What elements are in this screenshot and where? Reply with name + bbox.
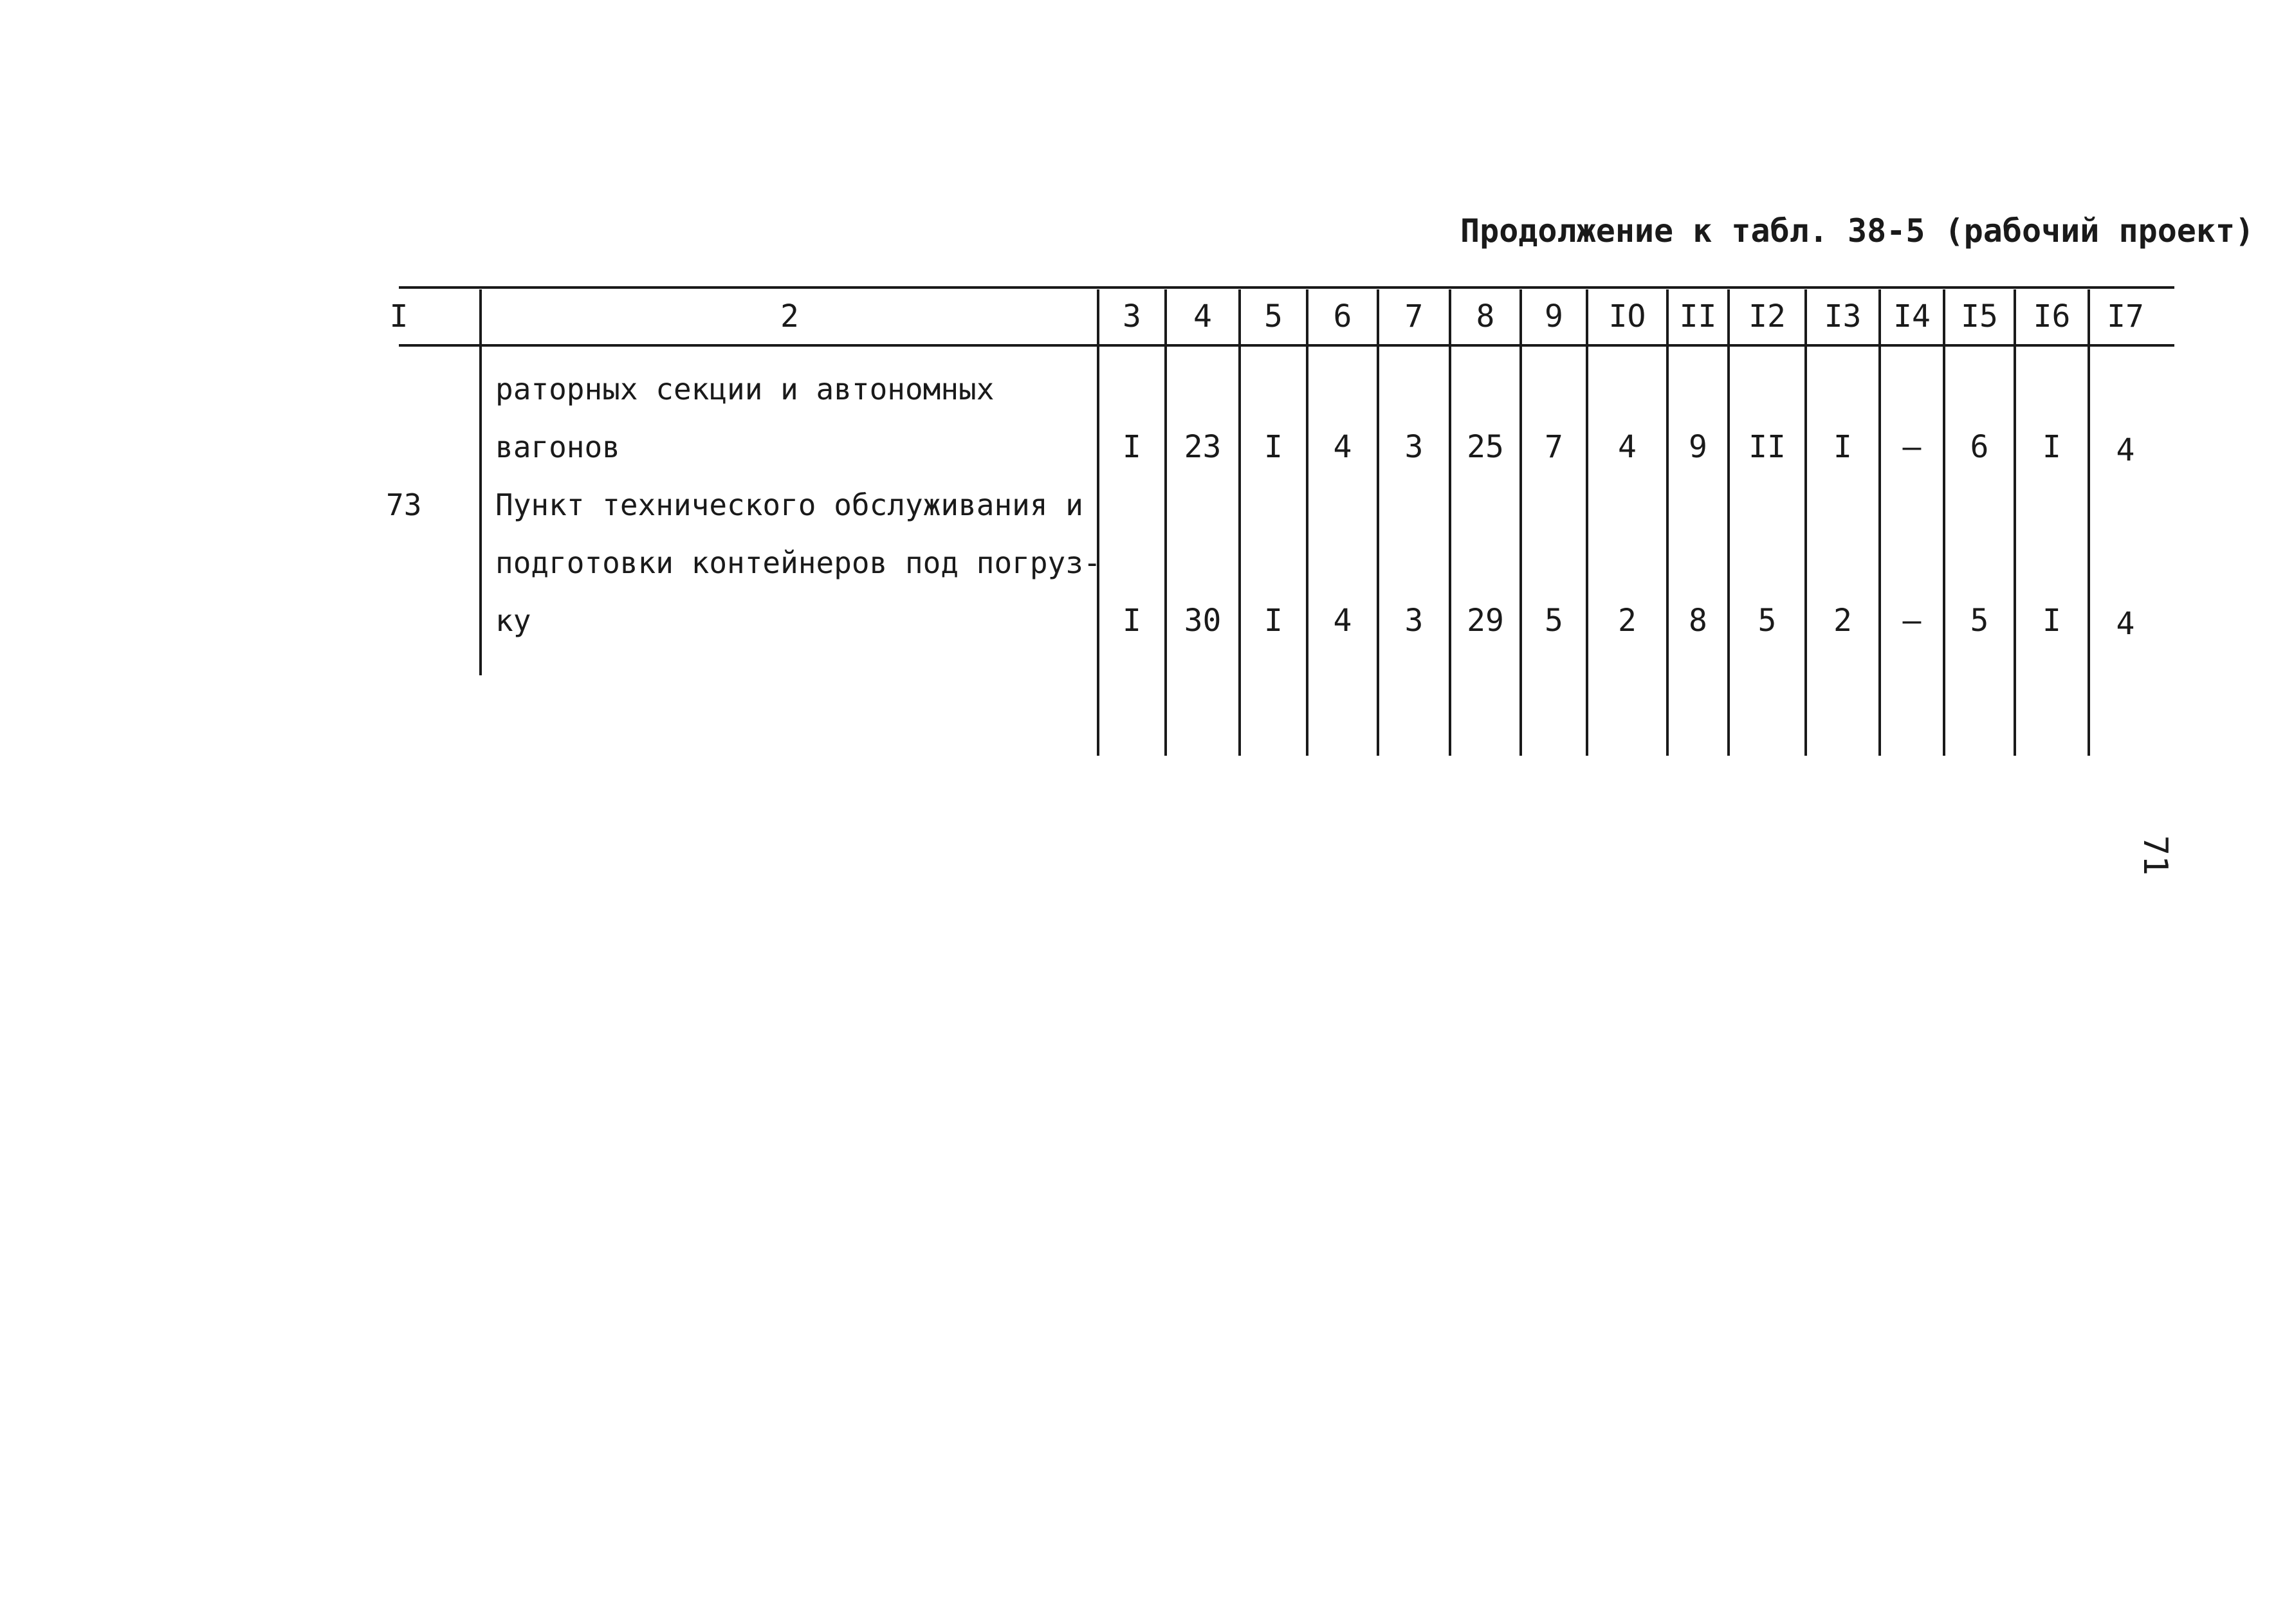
row-name-line: ку xyxy=(495,603,531,638)
column-header: 7 xyxy=(1404,298,1424,334)
column-divider xyxy=(1238,289,1241,756)
column-header: 2 xyxy=(780,298,799,334)
table-cell: I xyxy=(1264,603,1283,639)
table-cell: II xyxy=(1748,429,1786,465)
table-cell: 5 xyxy=(1757,603,1777,639)
table-continuation-heading: Продолжение к табл. 38-5 (рабочий проект) xyxy=(1460,212,2255,250)
column-divider xyxy=(1804,289,1807,756)
table-cell: I xyxy=(1123,429,1141,465)
column-header: I4 xyxy=(1893,298,1931,334)
table-cell: 9 xyxy=(1689,429,1707,465)
row-name-line: подготовки контейнеров под погруз- xyxy=(495,545,1101,580)
table-cell: 4 xyxy=(2116,606,2135,642)
column-divider xyxy=(1727,289,1730,756)
table-cell: I xyxy=(1264,429,1283,465)
column-divider xyxy=(1449,289,1451,756)
column-header: I3 xyxy=(1824,298,1862,334)
table-cell: 25 xyxy=(1467,429,1504,465)
table-cell: I xyxy=(1123,603,1141,639)
column-header: I5 xyxy=(1961,298,1998,334)
column-header: 3 xyxy=(1123,298,1141,334)
table-top-rule xyxy=(399,286,2174,289)
table-cell: I xyxy=(2042,603,2061,639)
column-header: I xyxy=(389,298,408,334)
column-divider xyxy=(1377,289,1379,756)
column-divider xyxy=(2088,289,2090,756)
row-number: 73 xyxy=(386,488,422,522)
column-header: I2 xyxy=(1748,298,1786,334)
table-cell: – xyxy=(1902,429,1922,465)
column-header: IO xyxy=(1608,298,1646,334)
table-cell: 30 xyxy=(1184,603,1222,639)
table-cell: 4 xyxy=(2116,432,2135,468)
table-cell: 23 xyxy=(1184,429,1222,465)
column-header: II xyxy=(1679,298,1717,334)
table-cell: 4 xyxy=(1618,429,1637,465)
row-name-line: раторных секции и автономных xyxy=(495,372,995,406)
table-cell: 5 xyxy=(1970,603,1989,639)
row-name-line: вагонов xyxy=(495,430,620,464)
column-header: I7 xyxy=(2107,298,2144,334)
column-divider xyxy=(1878,289,1881,756)
table-cell: 3 xyxy=(1404,429,1424,465)
table-cell: – xyxy=(1902,603,1922,639)
column-header: 6 xyxy=(1333,298,1352,334)
table-cell: 6 xyxy=(1970,429,1989,465)
table-cell: 29 xyxy=(1467,603,1504,639)
column-divider xyxy=(1586,289,1588,756)
table-cell: 4 xyxy=(1333,429,1352,465)
column-divider xyxy=(479,289,482,675)
page-number: 71 xyxy=(2136,835,2174,876)
column-header: 5 xyxy=(1264,298,1283,334)
column-divider xyxy=(2014,289,2016,756)
table-cell: I xyxy=(1833,429,1852,465)
row-name-line: Пункт технического обслуживания и xyxy=(495,488,1083,522)
table-cell: 5 xyxy=(1545,603,1563,639)
table-cell: I xyxy=(2042,429,2061,465)
header-bottom-rule xyxy=(399,344,2174,347)
column-header: I6 xyxy=(2033,298,2071,334)
table-cell: 4 xyxy=(1333,603,1352,639)
table-cell: 3 xyxy=(1404,603,1424,639)
column-divider xyxy=(1097,289,1099,756)
column-divider xyxy=(1943,289,1945,756)
column-header: 8 xyxy=(1476,298,1495,334)
table-cell: 8 xyxy=(1689,603,1707,639)
column-divider xyxy=(1519,289,1522,756)
table-cell: 2 xyxy=(1618,603,1637,639)
column-divider xyxy=(1666,289,1669,756)
column-divider xyxy=(1306,289,1308,756)
column-divider xyxy=(1164,289,1167,756)
column-header: 9 xyxy=(1545,298,1563,334)
table-cell: 2 xyxy=(1833,603,1852,639)
table-cell: 7 xyxy=(1545,429,1563,465)
column-header: 4 xyxy=(1193,298,1212,334)
